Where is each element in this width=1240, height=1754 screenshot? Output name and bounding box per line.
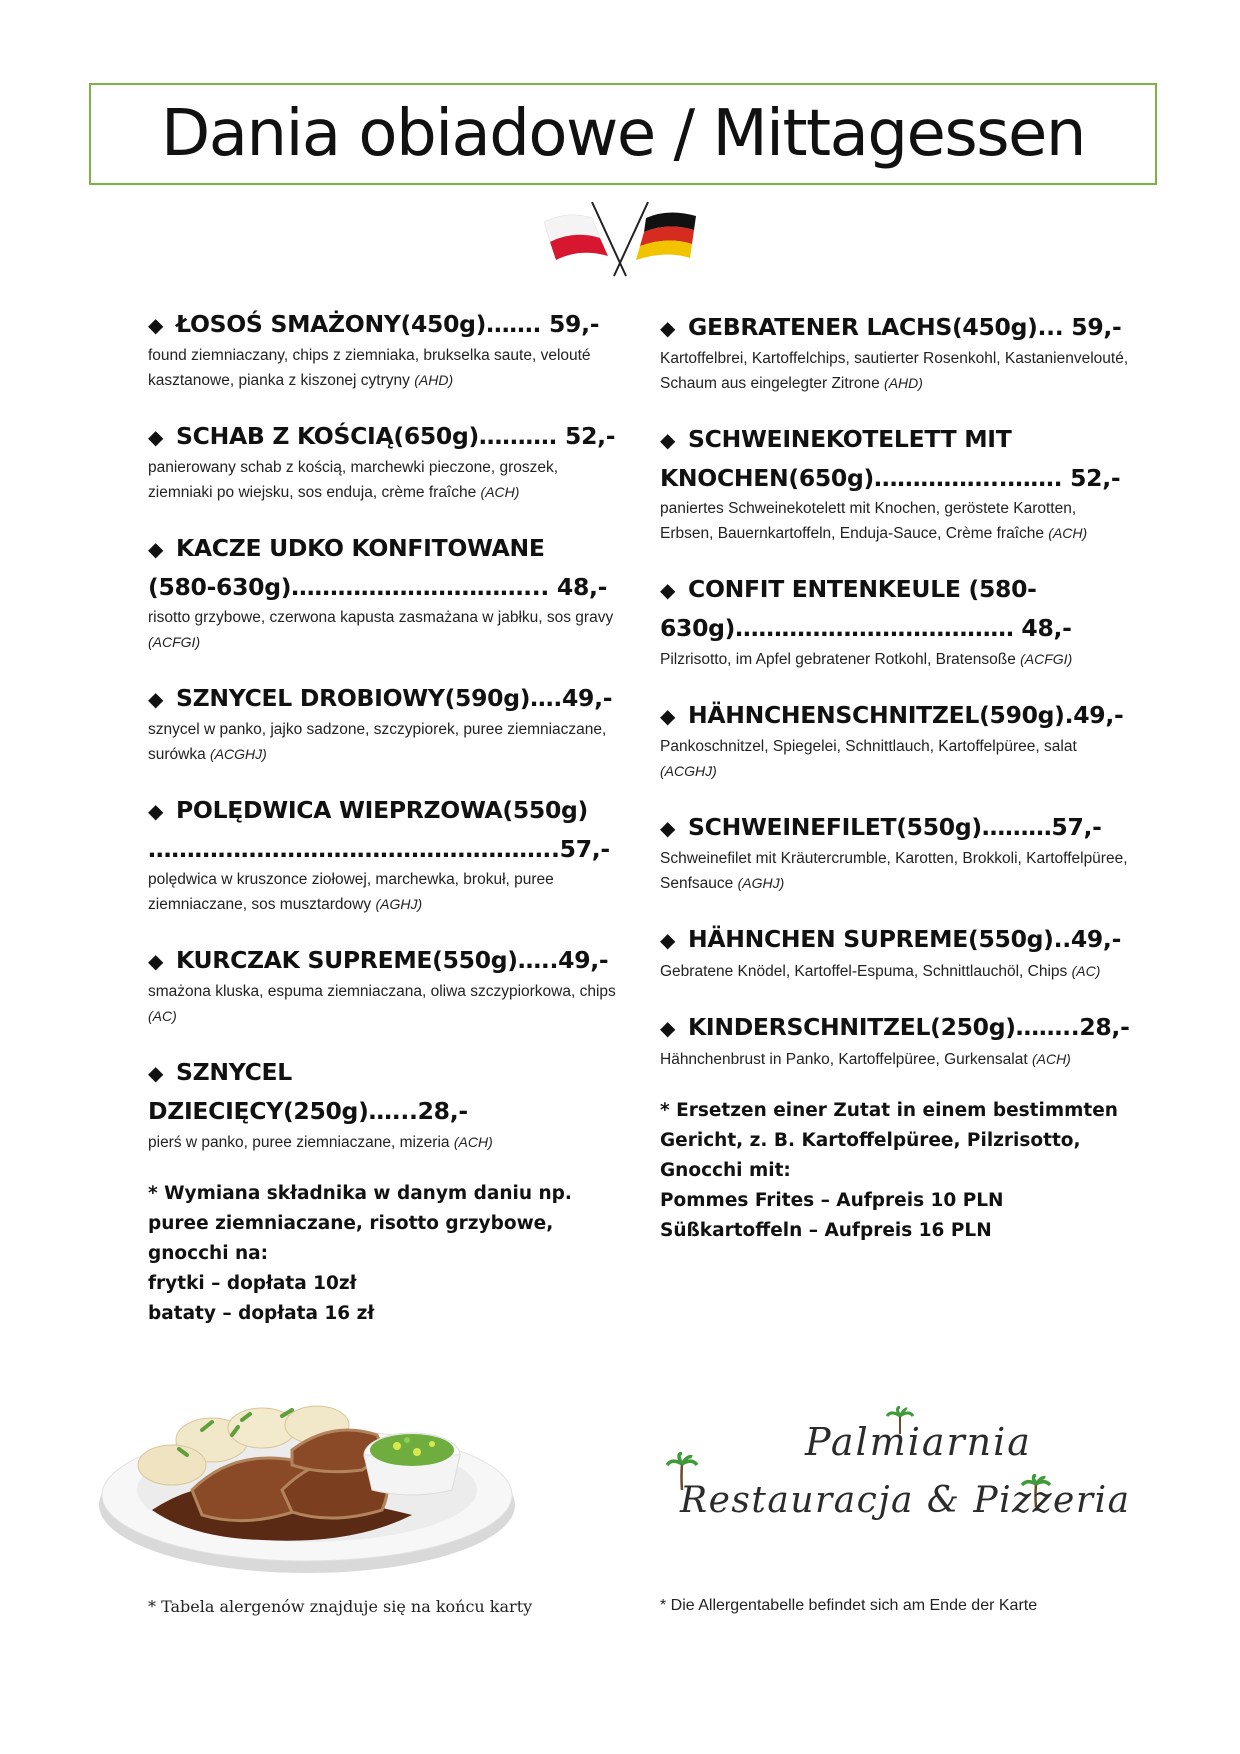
menu-item-description	[660, 347, 1130, 396]
menu-item-name-price: GEBRATENER LACHS(450g)... 59,-	[688, 313, 1122, 341]
menu-item-name-price: POLĘDWICA WIEPRZOWA(550g) ……………………………………………..57,-	[148, 796, 610, 863]
title-box	[89, 83, 1157, 185]
menu-item-title	[660, 420, 1130, 497]
menu-item-title	[148, 679, 618, 718]
note-line: Süßkartoffeln – Aufpreis 16 PLN	[660, 1220, 992, 1241]
allergen-codes: (ACH)	[453, 1134, 493, 1150]
diamond-bullet-icon: ◆	[148, 687, 164, 711]
menu-item-title	[660, 696, 1130, 735]
allergen-footnote-polish: * Tabela alergenów znajduje się na końcu karty	[148, 1597, 533, 1616]
side-substitution-note	[660, 1096, 1130, 1246]
side-substitution-note	[148, 1179, 618, 1329]
description-text: polędwica w kruszonce ziołowej, marchewka, brokuł, puree ziemniaczane, sos musztardowy	[148, 871, 554, 913]
menu-item	[148, 941, 618, 1029]
allergen-codes: (ACGHJ)	[210, 746, 267, 762]
allergen-codes: (ACH)	[1031, 1051, 1071, 1067]
allergen-footnote-german: * Die Allergentabelle befindet sich am Ende der Karte	[660, 1597, 1038, 1614]
menu-item	[660, 920, 1130, 984]
menu-item-description	[660, 497, 1130, 546]
diamond-bullet-icon: ◆	[148, 537, 164, 561]
allergen-codes: (AGHJ)	[737, 875, 785, 891]
menu-item-title	[660, 920, 1130, 959]
description-text: Schweinefilet mit Kräutercrumble, Karotten, Brokkoli, Kartoffelpüree, Senfsauce	[660, 850, 1128, 892]
diamond-bullet-icon: ◆	[660, 704, 676, 728]
menu-item	[148, 791, 618, 917]
restaurant-logo	[670, 1420, 1131, 1550]
menu-item-title	[148, 529, 618, 606]
allergen-codes: (AGHJ)	[375, 896, 423, 912]
menu-item-name-price: KINDERSCHNITZEL(250g)……..28,-	[688, 1013, 1130, 1041]
allergen-codes: (ACFGI)	[148, 634, 201, 650]
menu-item	[660, 420, 1130, 546]
menu-item-title	[148, 1053, 618, 1130]
description-text: Pilzrisotto, im Apfel gebratener Rotkohl, Bratensoße	[660, 651, 1016, 668]
menu-item-name-price: SCHAB Z KOŚCIĄ(650g)………. 52,-	[176, 422, 616, 450]
crossed-flags-icon	[540, 200, 700, 280]
menu-item-description	[148, 868, 618, 917]
description-text: Kartoffelbrei, Kartoffelchips, sautierter Rosenkohl, Kastanienvelouté, Schaum aus eingelegter Zitrone	[660, 350, 1129, 392]
diamond-bullet-icon: ◆	[148, 425, 164, 449]
menu-item	[148, 1053, 618, 1155]
menu-item	[148, 305, 618, 393]
allergen-codes: (AHD)	[414, 372, 454, 388]
menu-item-description	[148, 1130, 618, 1155]
menu-item-description	[148, 980, 618, 1029]
menu-item-name-price: ŁOSOŚ SMAŻONY(450g)……. 59,-	[176, 310, 600, 338]
menu-column-polish	[148, 305, 618, 1329]
menu-item-title	[148, 417, 618, 456]
menu-item-name-price: SZNYCEL DZIECIĘCY(250g)…...28,-	[148, 1058, 468, 1125]
menu-item-description	[660, 735, 1130, 784]
allergen-codes: (ACFGI)	[1020, 651, 1073, 667]
note-line: * Ersetzen einer Zutat in einem bestimmten	[660, 1100, 1118, 1121]
description-text: Pankoschnitzel, Spiegelei, Schnittlauch, Kartoffelpüree, salat	[660, 738, 1077, 755]
food-plate-illustration	[92, 1340, 522, 1580]
diamond-bullet-icon: ◆	[660, 1016, 676, 1040]
description-text: sznycel w panko, jajko sadzone, szczypiorek, puree ziemniaczane, surówka	[148, 721, 607, 763]
menu-item-name-price: SCHWEINEKOTELETT MIT KNOCHEN(650g)……………..……. 52,-	[660, 425, 1121, 492]
menu-item-name-price: SCHWEINEFILET(550g)………57,-	[688, 813, 1102, 841]
menu-item-name-price: KACZE UDKO KONFITOWANE (580-630g)…………………………... 48,-	[148, 534, 608, 601]
menu-item-title	[148, 791, 618, 868]
menu-item-name-price: HÄHNCHENSCHNITZEL(590g).49,-	[688, 701, 1124, 729]
menu-item	[660, 308, 1130, 396]
menu-item-title	[148, 941, 618, 980]
description-text: panierowany schab z kością, marchewki pieczone, groszek, ziemniaki po wiejsku, sos enduja, crème fraîche	[148, 459, 559, 501]
menu-item-description	[148, 718, 618, 767]
diamond-bullet-icon: ◆	[660, 928, 676, 952]
menu-item-title	[660, 308, 1130, 347]
menu-item	[660, 808, 1130, 896]
menu-item	[148, 417, 618, 505]
menu-item	[148, 679, 618, 767]
allergen-codes: (AC)	[1071, 963, 1101, 979]
note-line: Gnocchi mit:	[660, 1160, 791, 1181]
page-title: Dania obiadowe / Mittagessen	[161, 97, 1085, 171]
allergen-codes: (ACH)	[480, 484, 520, 500]
allergen-codes: (AHD)	[884, 375, 923, 391]
diamond-bullet-icon: ◆	[148, 313, 164, 337]
note-line: Pommes Frites – Aufpreis 10 PLN	[660, 1190, 1004, 1211]
description-text: smażona kluska, espuma ziemniaczana, oliwa szczypiorkowa, chips	[148, 983, 616, 1000]
menu-item-name-price: HÄHNCHEN SUPREME(550g)..49,-	[688, 925, 1122, 953]
menu-item-title	[148, 305, 618, 344]
diamond-bullet-icon: ◆	[660, 578, 676, 602]
logo-brand-name: Palmiarnia	[805, 1420, 1032, 1464]
menu-item-title	[660, 1008, 1130, 1047]
description-text: Gebratene Knödel, Kartoffel-Espuma, Schnittlauchöl, Chips	[660, 963, 1068, 980]
menu-item-description	[660, 847, 1130, 896]
menu-item-description	[148, 456, 618, 505]
note-line: Gericht, z. B. Kartoffelpüree, Pilzrisotto,	[660, 1130, 1081, 1151]
menu-item-name-price: SZNYCEL DROBIOWY(590g)….49,-	[176, 684, 613, 712]
diamond-bullet-icon: ◆	[660, 316, 676, 340]
description-text: found ziemniaczany, chips z ziemniaka, brukselka saute, velouté kasztanowe, pianka z kiszonej cytryny	[148, 347, 591, 389]
menu-item-name-price: KURCZAK SUPREME(550g)…..49,-	[176, 946, 609, 974]
description-text: paniertes Schweinekotelett mit Knochen, geröstete Karotten, Erbsen, Bauernkartoffeln, Enduja-Sauce, Crème fraîche	[660, 500, 1077, 542]
diamond-bullet-icon: ◆	[148, 949, 164, 973]
menu-item	[660, 1008, 1130, 1072]
menu-item-title	[660, 808, 1130, 847]
note-line: bataty – dopłata 16 zł	[148, 1303, 375, 1324]
menu-item-description	[148, 344, 618, 393]
menu-item-description	[660, 959, 1130, 984]
menu-item-name-price: CONFIT ENTENKEULE (580-630g)……………………………… 48,-	[660, 575, 1072, 642]
menu-item-description	[660, 1047, 1130, 1072]
menu-column-german	[660, 308, 1130, 1246]
menu-item	[660, 696, 1130, 784]
menu-item	[660, 570, 1130, 672]
allergen-codes: (AC)	[148, 1008, 177, 1024]
diamond-bullet-icon: ◆	[148, 799, 164, 823]
description-text: risotto grzybowe, czerwona kapusta zasmażana w jabłku, sos gravy	[148, 609, 614, 626]
logo-subtitle: Restauracja & Pizzeria	[680, 1480, 1131, 1521]
menu-item	[148, 529, 618, 655]
note-line: frytki – dopłata 10zł	[148, 1273, 357, 1294]
description-text: Hähnchenbrust in Panko, Kartoffelpüree, Gurkensalat	[660, 1051, 1028, 1068]
allergen-codes: (ACGHJ)	[660, 763, 717, 779]
description-text: pierś w panko, puree ziemniaczane, mizeria	[148, 1134, 450, 1151]
diamond-bullet-icon: ◆	[660, 428, 676, 452]
allergen-codes: (ACH)	[1048, 525, 1088, 541]
note-line: puree ziemniaczane, risotto grzybowe,	[148, 1213, 554, 1234]
note-line: gnocchi na:	[148, 1243, 269, 1264]
menu-item-description	[660, 647, 1130, 672]
note-line: * Wymiana składnika w danym daniu np.	[148, 1183, 572, 1204]
menu-item-title	[660, 570, 1130, 647]
menu-item-description	[148, 606, 618, 655]
diamond-bullet-icon: ◆	[660, 816, 676, 840]
diamond-bullet-icon: ◆	[148, 1061, 164, 1085]
